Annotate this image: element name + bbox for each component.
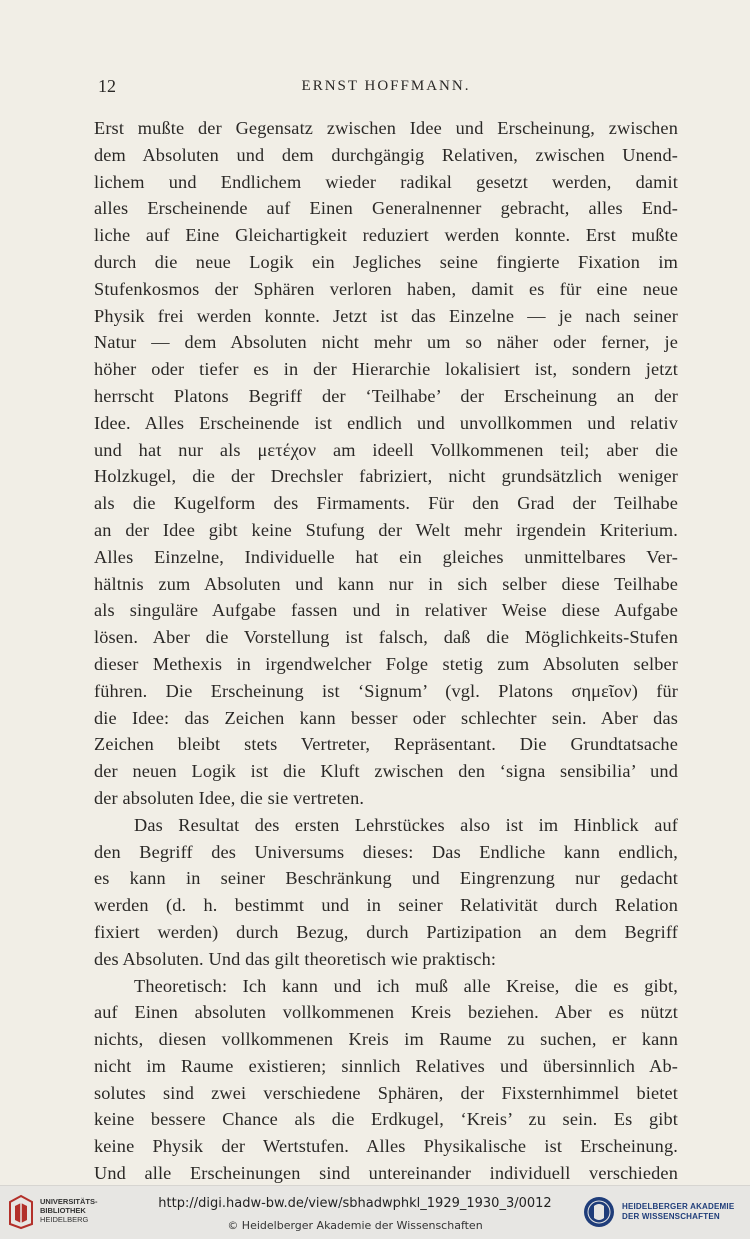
academy-name-line: DER WISSENSCHAFTEN [622, 1212, 720, 1221]
text-line: Erst mußte der Gegensatz zwischen Idee und Erscheinung, zwischen [94, 118, 678, 138]
text-line: herrscht Platons Begriff der ‘Teilhabe’ der Erscheinung an der [94, 385, 678, 406]
text-line: nichts, diesen vollkommenen Kreis im Raume zu suchen, er kann [94, 1029, 678, 1050]
text-line: keine bessere Chance als die Erdkugel, ‘Kreis’ zu sein. Es gibt [94, 1109, 678, 1130]
page-number: 12 [98, 76, 116, 96]
library-name-line: UNIVERSITÄTS- [40, 1197, 98, 1206]
text-line: Holzkugel, die der Drechsler fabriziert, nicht grundsätzlich weniger [94, 466, 678, 487]
text-line: keine Physik der Wertstufen. Alles Physikalische ist Erscheinung. [94, 1136, 678, 1157]
text-line: auf Einen absoluten vollkommenen Kreis beziehen. Aber es nützt [94, 1002, 678, 1023]
permalink-url[interactable]: http://digi.hadw-bw.de/view/sbhadwphkl_1929_1930_3/0012 [158, 1196, 552, 1211]
university-library-logo-icon[interactable] [8, 1194, 34, 1230]
library-name-line: HEIDELBERG [40, 1215, 89, 1224]
text-line: den Begriff des Universums dieses: Das Endliche kann endlich, [94, 841, 678, 862]
text-line: der absoluten Idee, die sie vertreten. [94, 787, 365, 808]
text-line: es kann in seiner Beschränkung und Eingrenzung nur gedacht [94, 868, 678, 889]
text-line: und hat nur als μετέχον am ideell Vollkommenen teil; aber die [94, 439, 678, 460]
body-text [94, 115, 678, 1187]
academy-name-line: HEIDELBERGER AKADEMIE [622, 1202, 735, 1211]
text-line: an der Idee gibt keine Stufung der Welt mehr irgendein Kriterium. [94, 519, 678, 540]
academy-name [622, 1202, 734, 1222]
running-head [94, 76, 678, 102]
academy-seal-icon[interactable] [582, 1192, 616, 1232]
text-line: Physik frei werden konnte. Jetzt ist das Einzelne — je nach seiner [94, 305, 678, 326]
text-line: dem Absoluten und dem durchgängig Relativen, zwischen Unend- [94, 144, 678, 165]
text-line: nicht im Raume existieren; sinnlich Relatives und übersinnlich Ab- [94, 1055, 678, 1076]
text-line: dieser Methexis in irgendwelcher Folge stetig zum Absoluten selber [94, 653, 678, 674]
text-line: führen. Die Erscheinung ist ‘Signum’ (vgl. Platons σημεῖον) für [94, 680, 678, 701]
footer-bar [0, 1185, 750, 1239]
text-line: fixiert werden) durch Bezug, durch Partizipation an dem Begriff [94, 921, 678, 942]
text-line: liche auf Eine Gleichartigkeit reduziert werden konnte. Erst mußte [94, 225, 678, 246]
text-line: werden (d. h. bestimmt und in seiner Relativität durch Relation [94, 895, 678, 916]
text-line: als singuläre Aufgabe fassen und in relativer Weise diese Aufgabe [94, 600, 678, 621]
text-line: der neuen Logik ist die Kluft zwischen den ‘signa sensibilia’ und [94, 761, 678, 782]
text-line: Natur — dem Absoluten nicht mehr um so näher oder ferner, je [94, 332, 678, 353]
text-line: Stufenkosmos der Sphären verloren haben, damit es für eine neue [94, 278, 678, 299]
text-line: Idee. Alles Erscheinende ist endlich und unvollkommen und relativ [94, 412, 678, 433]
running-title: ERNST HOFFMANN. [301, 78, 471, 94]
text-line: alles Erscheinende auf Einen Generalnenner gebracht, alles End- [94, 198, 678, 219]
text-line: lichem und Endlichem wieder radikal gesetzt werden, damit [94, 171, 678, 192]
text-line: als die Kugelform des Firmaments. Für den Grad der Teilhabe [94, 493, 678, 514]
text-line: lösen. Aber die Vorstellung ist falsch, daß die Möglichkeits-Stufen [94, 627, 678, 648]
copyright-notice: © Heidelberger Akademie der Wissenschaften [227, 1219, 483, 1232]
text-line: die Idee: das Zeichen kann besser oder schlechter sein. Aber das [94, 707, 678, 728]
library-name-line: BIBLIOTHEK [40, 1206, 86, 1215]
text-line: durch die neue Logik ein Jegliches seine fingierte Fixation im [94, 251, 678, 272]
text-line: Zeichen bleibt stets Vertreter, Repräsentant. Die Grundtatsache [94, 734, 678, 755]
university-library-name [40, 1197, 98, 1224]
text-line: hältnis zum Absoluten und kann nur in sich selber diese Teilhabe [94, 573, 678, 594]
text-line: solutes sind zwei verschiedene Sphären, der Fixsternhimmel bietet [94, 1082, 678, 1103]
text-line: Theoretisch: Ich kann und ich muß alle Kreise, die es gibt, [134, 975, 678, 996]
text-line: höher oder tiefer es in der Hierarchie lokalisiert ist, sondern jetzt [94, 359, 678, 380]
text-line: Und alle Erscheinungen sind untereinander individuell verschieden [94, 1163, 678, 1184]
text-line: des Absoluten. Und das gilt theoretisch wie praktisch: [94, 948, 497, 969]
text-line: Das Resultat des ersten Lehrstückes also ist im Hinblick auf [134, 814, 678, 835]
text-line: Alles Einzelne, Individuelle hat ein gleiches unmittelbares Ver- [94, 546, 678, 567]
